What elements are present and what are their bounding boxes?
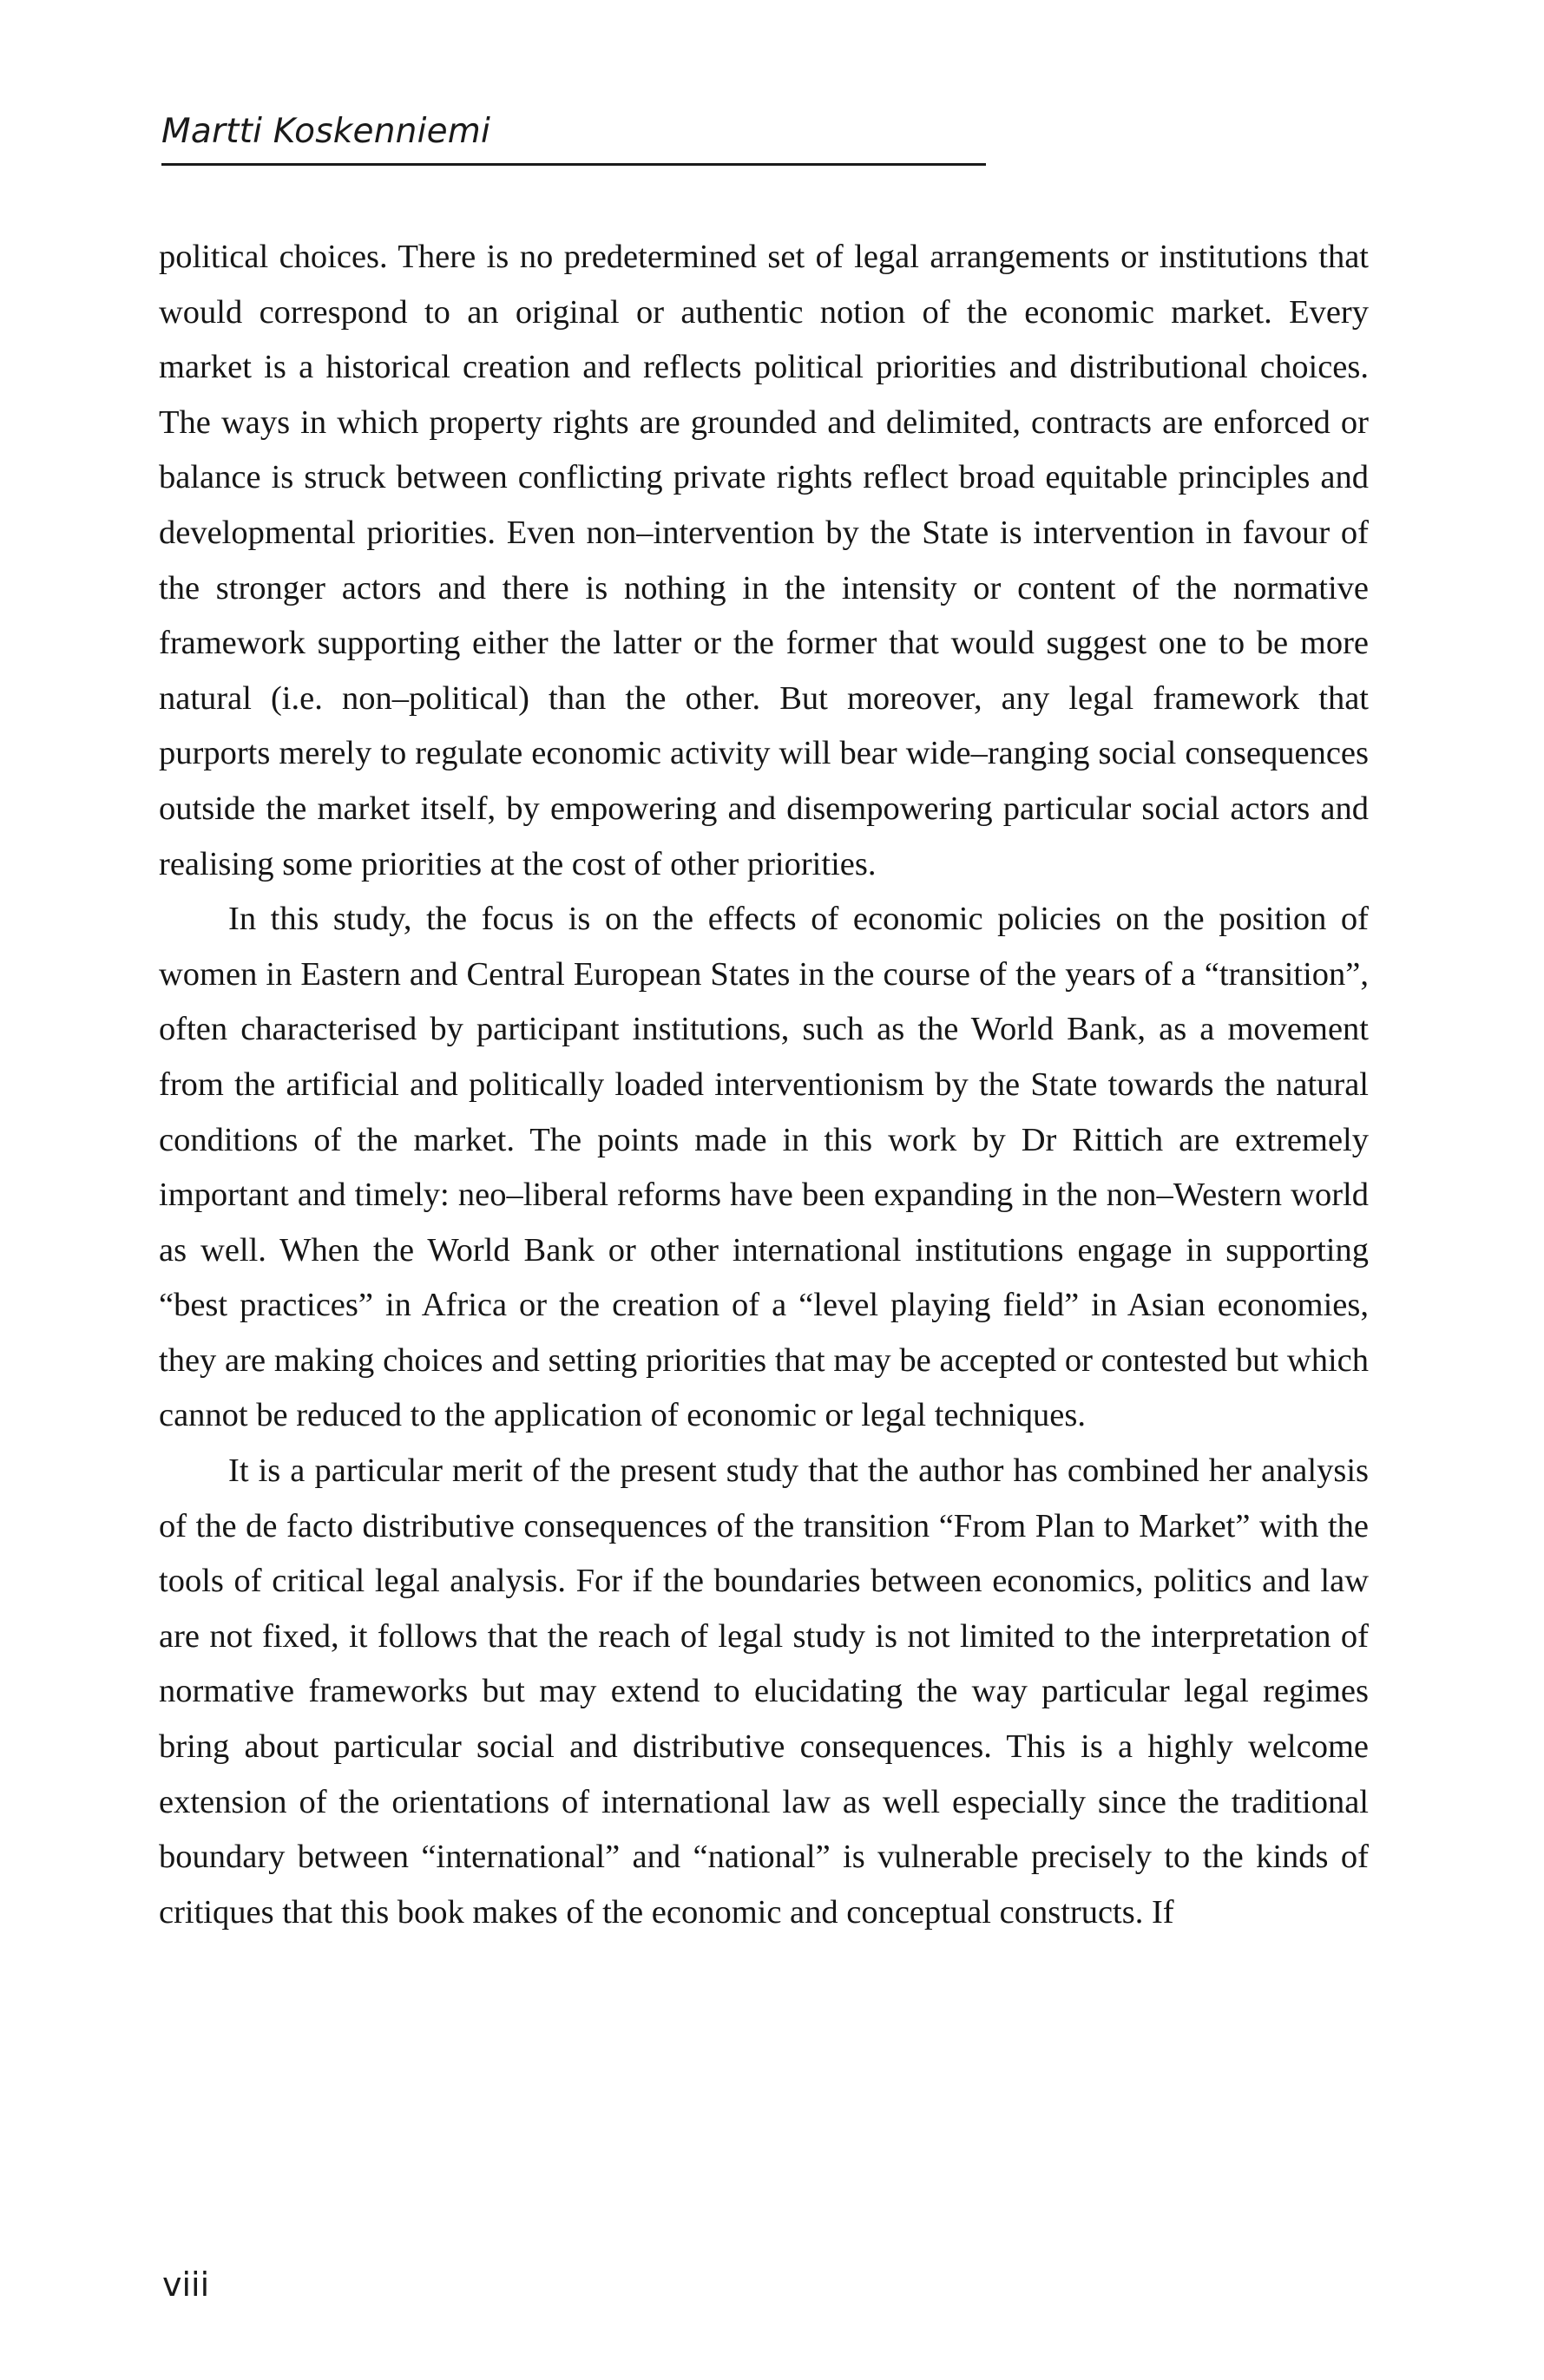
paragraph-1: political choices. There is no predetermined set of legal arrangements or institutions that would correspond to an original or authentic notion of the economic market. Every market is a historical creation and reflects political priorities and distributional choices. The ways in which property rights are grounded and delimited, contracts are enforced or balance is struck between conflicting private rights reflect broad equitable principles and developmental priorities. Even non–intervention by the State is intervention in favour of the stronger actors and there is nothing in the intensity or content of the normative framework supporting either the latter or the former that would suggest one to be more natural (i.e. non–political) than the other. But moreover, any legal framework that purports merely to regulate economic activity will bear wide–ranging social consequences outside the market itself, by empowering and disempowering particular social actors and realising some priorities at the cost of other priorities. — [159, 239, 1369, 882]
body-text — [159, 230, 1369, 1940]
header-rule — [161, 163, 986, 166]
running-head — [161, 111, 986, 166]
running-head-author: Martti Koskenniemi — [161, 112, 491, 151]
page-number: viii — [162, 2265, 210, 2304]
paragraph-3: It is a particular merit of the present study that the author has combined her analysis of the de facto distributive consequences of the transition “From Plan to Market” with the tools of critical legal analysis. For if the boundaries between economics, politics and law are not fixed, it follows that the reach of legal study is not limited to the interpretation of normative frameworks but may extend to elucidating the way particular legal regimes bring about particular social and distributive consequences. This is a highly welcome extension of the orientations of international law as well especially since the traditional boundary between “international” and “national” is vulnerable precisely to the kinds of critiques that this book makes of the economic and conceptual constructs. If — [159, 1452, 1369, 1931]
paragraph-2: In this study, the focus is on the effects of economic policies on the position of women in Eastern and Central European States in the course of the years of a “transition”, often characterised by participant institutions, such as the World Bank, as a movement from the artificial and politically loaded interventionism by the State towards the natural conditions of the market. The points made in this work by Dr Rittich are extremely important and timely: neo–liberal reforms have been expanding in the non–Western world as well. When the World Bank or other international institutions engage in supporting “best practices” in Africa or the creation of a “level playing field” in Asian economies, they are making choices and setting priorities that may be accepted or contested but which cannot be reduced to the application of economic or legal techniques. — [159, 901, 1369, 1434]
